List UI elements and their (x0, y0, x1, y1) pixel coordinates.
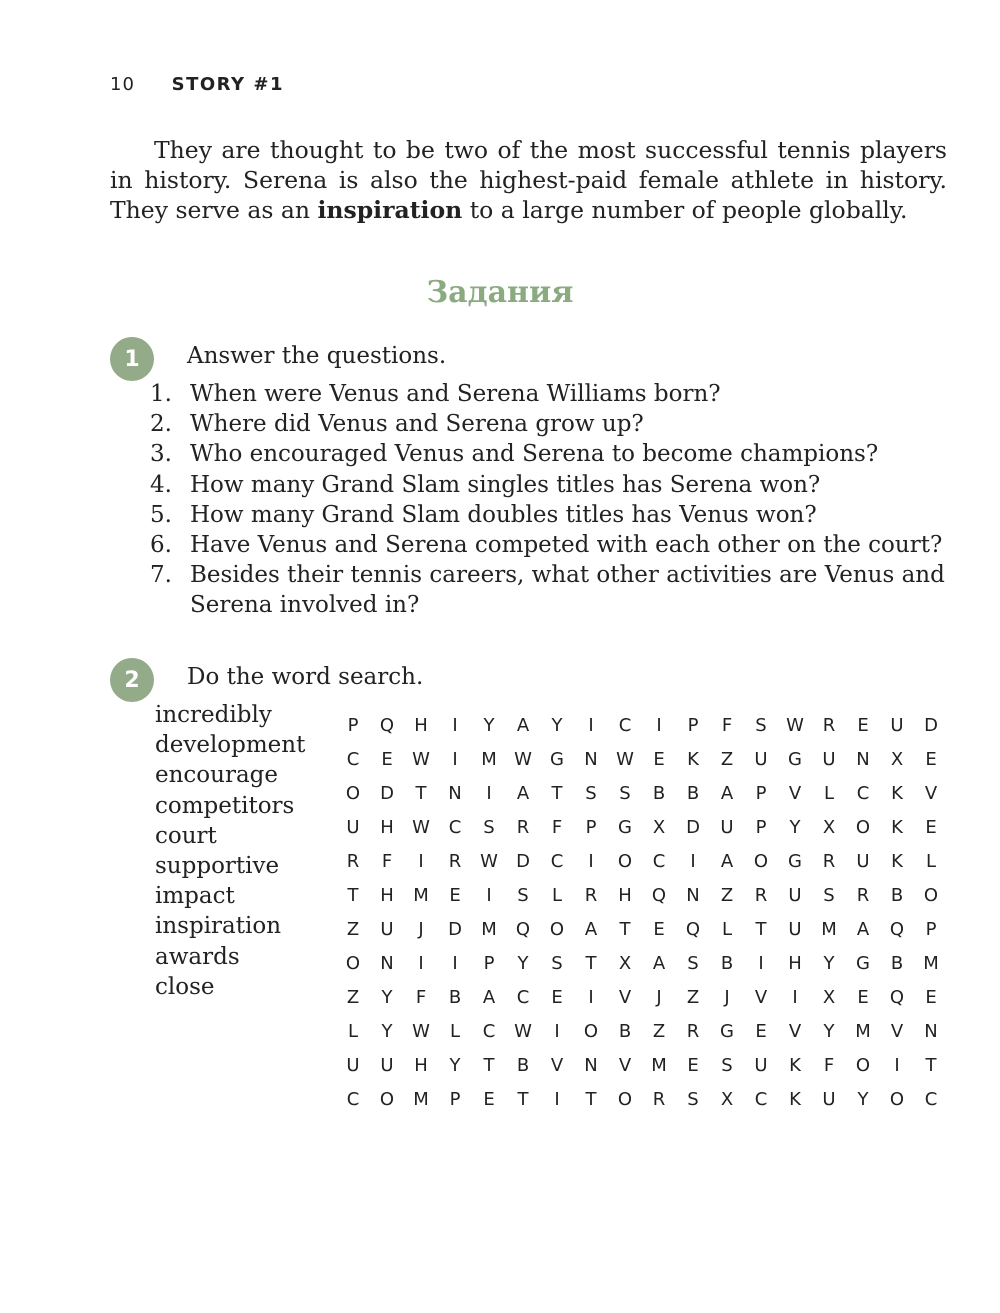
grid-letter: N (380, 952, 394, 974)
grid-letter: B (448, 986, 462, 1008)
grid-letter: D (448, 918, 462, 940)
grid-letter: T (755, 918, 767, 940)
question-text: Who encouraged Venus and Serena to become champions? (190, 441, 879, 468)
grid-letter: G (788, 850, 802, 872)
grid-letter: M (923, 952, 939, 974)
grid-letter: T (619, 918, 631, 940)
section-title: Задания (426, 275, 574, 310)
grid-letter: E (653, 918, 665, 940)
grid-letter: O (549, 918, 565, 940)
grid-letter: R (516, 816, 530, 838)
grid-letter: C (346, 748, 360, 770)
search-word: inspiration (155, 913, 282, 940)
question-text: Have Venus and Serena competed with each other on the court? (190, 532, 943, 559)
word-search-grid (336, 708, 948, 1116)
grid-letter: E (857, 986, 869, 1008)
search-word: competitors (155, 792, 295, 819)
grid-letter: N (856, 748, 870, 770)
grid-letter: Y (449, 1054, 461, 1076)
grid-letter: C (346, 1088, 360, 1110)
grid-letter: P (483, 952, 495, 974)
question-number: 1. (150, 381, 172, 407)
grid-letter: X (822, 816, 836, 838)
grid-letter: E (551, 986, 563, 1008)
grid-letter: A (482, 986, 496, 1008)
grid-letter: O (855, 1054, 871, 1076)
question-number: 3. (150, 441, 172, 468)
grid-letter: A (720, 782, 734, 804)
grid-letter: E (381, 748, 393, 770)
grid-letter: D (380, 782, 394, 804)
grid-letter: E (857, 714, 869, 736)
question-number: 4. (150, 471, 172, 498)
grid-letter: O (889, 1088, 905, 1110)
grid-letter: O (753, 850, 769, 872)
grid-letter: U (346, 1054, 360, 1076)
grid-letter: T (483, 1054, 495, 1076)
grid-letter: W (412, 1020, 430, 1042)
grid-letter: E (925, 748, 937, 770)
grid-letter: R (584, 884, 598, 906)
grid-letter: Z (720, 884, 734, 906)
question-item (150, 439, 950, 469)
grid-letter: M (651, 1054, 667, 1076)
grid-letter: U (346, 816, 360, 838)
intro-start: They are thought to be two of the most successful tennis players in history. Serena is also the highest-paid female athlete in history. They serve as an (110, 136, 947, 224)
search-word: supportive (155, 853, 280, 880)
grid-letter: I (486, 782, 492, 804)
grid-letter: T (551, 782, 563, 804)
grid-letter: R (448, 850, 462, 872)
page-header (110, 74, 284, 95)
grid-letter: U (380, 918, 394, 940)
grid-letter: A (584, 918, 598, 940)
grid-letter: K (891, 782, 903, 804)
task-2-badge: 2 (110, 658, 154, 702)
grid-letter: H (414, 714, 428, 736)
grid-letter: C (924, 1088, 938, 1110)
grid-letter: T (415, 782, 427, 804)
grid-letter: O (583, 1020, 599, 1042)
grid-letter: U (754, 1054, 768, 1076)
grid-letter: I (452, 714, 458, 736)
grid-letter: M (413, 884, 429, 906)
grid-letter: S (619, 782, 631, 804)
task-1-instruction: Answer the questions. (187, 343, 447, 369)
grid-letter: L (721, 918, 733, 940)
grid-letter: E (925, 986, 937, 1008)
grid-letter: C (550, 850, 564, 872)
grid-letter: D (924, 714, 938, 736)
grid-letter: H (788, 952, 802, 974)
grid-letter: A (720, 850, 734, 872)
grid-letter: W (412, 816, 430, 838)
grid-letter: P (347, 714, 359, 736)
grid-letter: R (652, 1088, 666, 1110)
grid-letter: F (381, 850, 393, 872)
grid-letter: N (584, 1054, 598, 1076)
question-text: Where did Venus and Serena grow up? (190, 411, 644, 438)
grid-letter: M (855, 1020, 871, 1042)
grid-letter: B (686, 782, 700, 804)
grid-letter: V (924, 782, 938, 804)
task-2-instruction: Do the word search. (187, 664, 424, 690)
word-list (155, 700, 305, 1002)
search-word: close (155, 973, 215, 1000)
grid-letter: I (690, 850, 696, 872)
grid-letter: S (687, 952, 699, 974)
grid-letter: Y (483, 714, 495, 736)
grid-letter: B (652, 782, 666, 804)
grid-letter: T (517, 1088, 529, 1110)
grid-letter: I (486, 884, 492, 906)
grid-letter: X (652, 816, 666, 838)
grid-letter: C (618, 714, 632, 736)
grid-letter: L (347, 1020, 359, 1042)
question-list (150, 379, 950, 621)
grid-letter: G (720, 1020, 734, 1042)
grid-letter: L (449, 1020, 461, 1042)
grid-letter: V (618, 986, 632, 1008)
grid-letter: S (517, 884, 529, 906)
grid-letter: P (755, 816, 767, 838)
grid-letter: B (516, 1054, 530, 1076)
grid-letter: H (380, 884, 394, 906)
grid-letter: G (856, 952, 870, 974)
grid-letter: F (721, 714, 733, 736)
grid-letter: X (720, 1088, 734, 1110)
grid-letter: I (554, 1088, 560, 1110)
grid-letter: F (823, 1054, 835, 1076)
grid-letter: X (890, 748, 904, 770)
grid-letter: P (925, 918, 937, 940)
search-word: awards (155, 943, 240, 970)
search-word: development (155, 732, 306, 759)
question-number: 6. (150, 532, 172, 559)
grid-letter: N (448, 782, 462, 804)
grid-letter: Q (515, 918, 531, 940)
grid-letter: I (656, 714, 662, 736)
grid-letter: E (483, 1088, 495, 1110)
grid-letter: Z (686, 986, 700, 1008)
grid-letter: Z (346, 986, 360, 1008)
grid-letter: T (925, 1054, 937, 1076)
grid-letter: E (687, 1054, 699, 1076)
grid-letter: X (618, 952, 632, 974)
story-label: STORY #1 (171, 74, 284, 95)
grid-letter: E (653, 748, 665, 770)
grid-letter: Z (720, 748, 734, 770)
grid-letter: N (584, 748, 598, 770)
grid-letter: Y (381, 1020, 393, 1042)
grid-letter: K (891, 850, 903, 872)
grid-letter: O (379, 1088, 395, 1110)
grid-letter: Y (517, 952, 529, 974)
intro-end: to a large number of people globally. (462, 196, 908, 224)
question-item (150, 500, 950, 530)
intro-bold-word: inspiration (317, 196, 463, 224)
grid-letter: P (585, 816, 597, 838)
grid-letter: U (788, 918, 802, 940)
grid-letter: W (786, 714, 804, 736)
question-item (150, 530, 950, 560)
grid-letter: W (480, 850, 498, 872)
grid-letter: N (924, 1020, 938, 1042)
grid-letter: S (721, 1054, 733, 1076)
grid-letter: L (925, 850, 937, 872)
grid-letter: J (418, 918, 424, 940)
grid-letter: I (758, 952, 764, 974)
grid-letter: L (551, 884, 563, 906)
grid-letter: D (686, 816, 700, 838)
grid-letter: R (754, 884, 768, 906)
grid-letter: U (822, 748, 836, 770)
grid-letter: I (894, 1054, 900, 1076)
grid-letter: R (346, 850, 360, 872)
grid-letter: W (412, 748, 430, 770)
question-number: 5. (150, 501, 172, 528)
grid-letter: I (418, 850, 424, 872)
grid-letter: Z (652, 1020, 666, 1042)
grid-letter: X (822, 986, 836, 1008)
grid-letter: G (618, 816, 632, 838)
grid-letter: S (551, 952, 563, 974)
grid-letter: A (856, 918, 870, 940)
grid-letter: U (788, 884, 802, 906)
question-text: How many Grand Slam doubles titles has Venus won? (190, 501, 817, 528)
grid-letter: V (788, 1020, 802, 1042)
grid-letter: I (452, 748, 458, 770)
grid-letter: B (720, 952, 734, 974)
grid-letter: E (925, 816, 937, 838)
grid-letter: P (687, 714, 699, 736)
grid-letter: O (345, 952, 361, 974)
grid-letter: D (516, 850, 530, 872)
grid-letter: C (754, 1088, 768, 1110)
question-text: Besides their tennis careers, what other activities are Venus and Serena involved in? (190, 562, 945, 619)
grid-letter: L (823, 782, 835, 804)
task-1-badge: 1 (110, 337, 154, 381)
grid-letter: I (554, 1020, 560, 1042)
grid-letter: H (380, 816, 394, 838)
grid-letter: B (618, 1020, 632, 1042)
grid-letter: T (347, 884, 359, 906)
grid-letter: O (345, 782, 361, 804)
grid-letter: Y (823, 952, 835, 974)
grid-letter: F (415, 986, 427, 1008)
grid-letter: P (449, 1088, 461, 1110)
grid-letter: Y (823, 1020, 835, 1042)
question-number: 7. (150, 562, 172, 589)
grid-letter: I (452, 952, 458, 974)
grid-letter: Q (685, 918, 701, 940)
grid-letter: O (855, 816, 871, 838)
grid-letter: S (585, 782, 597, 804)
grid-letter: Y (381, 986, 393, 1008)
grid-letter: K (789, 1054, 801, 1076)
grid-letter: U (754, 748, 768, 770)
grid-letter: Q (889, 986, 905, 1008)
grid-letter: V (890, 1020, 904, 1042)
grid-letter: I (588, 850, 594, 872)
page-number: 10 (110, 74, 135, 95)
grid-letter: T (585, 1088, 597, 1110)
grid-letter: W (514, 748, 532, 770)
grid-letter: H (414, 1054, 428, 1076)
grid-letter: I (588, 986, 594, 1008)
grid-letter: M (481, 918, 497, 940)
grid-letter: C (448, 816, 462, 838)
question-item (150, 470, 950, 500)
grid-letter: S (823, 884, 835, 906)
intro-text (110, 135, 947, 225)
question-item (150, 409, 950, 439)
intro-paragraph (110, 135, 947, 225)
grid-letter: E (449, 884, 461, 906)
grid-letter: Y (789, 816, 801, 838)
grid-letter: S (483, 816, 495, 838)
grid-letter: Q (889, 918, 905, 940)
grid-letter: A (516, 714, 530, 736)
search-word: encourage (155, 762, 279, 789)
question-item (150, 379, 950, 409)
grid-letter: I (418, 952, 424, 974)
grid-letter: Y (551, 714, 563, 736)
grid-letter: U (890, 714, 904, 736)
grid-letter: M (481, 748, 497, 770)
grid-letter: I (588, 714, 594, 736)
grid-letter: B (890, 952, 904, 974)
grid-letter: M (821, 918, 837, 940)
grid-letter: M (413, 1088, 429, 1110)
grid-letter: G (550, 748, 564, 770)
grid-letter: C (482, 1020, 496, 1042)
grid-letter: R (686, 1020, 700, 1042)
grid-letter: Q (651, 884, 667, 906)
grid-letter: F (551, 816, 563, 838)
grid-letter: U (822, 1088, 836, 1110)
grid-letter: N (686, 884, 700, 906)
grid-letter: A (516, 782, 530, 804)
grid-letter: E (755, 1020, 767, 1042)
search-word: incredibly (155, 702, 272, 728)
question-text: How many Grand Slam singles titles has Serena won? (190, 471, 821, 498)
grid-letter: O (617, 1088, 633, 1110)
grid-letter: K (687, 748, 699, 770)
search-word: impact (155, 883, 235, 910)
grid-letter: O (617, 850, 633, 872)
grid-letter: Z (346, 918, 360, 940)
grid-letter: V (788, 782, 802, 804)
grid-letter: O (923, 884, 939, 906)
grid-letter: U (380, 1054, 394, 1076)
question-item (150, 560, 950, 620)
grid-letter: Y (857, 1088, 869, 1110)
grid-letter: V (618, 1054, 632, 1076)
grid-letter: R (856, 884, 870, 906)
grid-letter: K (891, 816, 903, 838)
grid-letter: U (856, 850, 870, 872)
search-word: court (155, 822, 217, 849)
grid-letter: H (618, 884, 632, 906)
grid-letter: J (724, 986, 730, 1008)
grid-letter: I (792, 986, 798, 1008)
question-number: 2. (150, 411, 172, 438)
grid-letter: K (789, 1088, 801, 1110)
grid-letter: W (514, 1020, 532, 1042)
grid-letter: R (822, 850, 836, 872)
grid-letter: B (890, 884, 904, 906)
grid-letter: W (616, 748, 634, 770)
grid-letter: S (687, 1088, 699, 1110)
grid-letter: P (755, 782, 767, 804)
grid-letter: V (754, 986, 768, 1008)
grid-letter: R (822, 714, 836, 736)
grid-letter: C (516, 986, 530, 1008)
grid-letter: A (652, 952, 666, 974)
grid-letter: V (550, 1054, 564, 1076)
question-text: When were Venus and Serena Williams born? (190, 381, 721, 407)
grid-letter: J (656, 986, 662, 1008)
grid-letter: C (856, 782, 870, 804)
grid-letter: G (788, 748, 802, 770)
grid-letter: C (652, 850, 666, 872)
grid-letter: S (755, 714, 767, 736)
grid-letter: U (720, 816, 734, 838)
grid-letter: Q (379, 714, 395, 736)
grid-letter: T (585, 952, 597, 974)
